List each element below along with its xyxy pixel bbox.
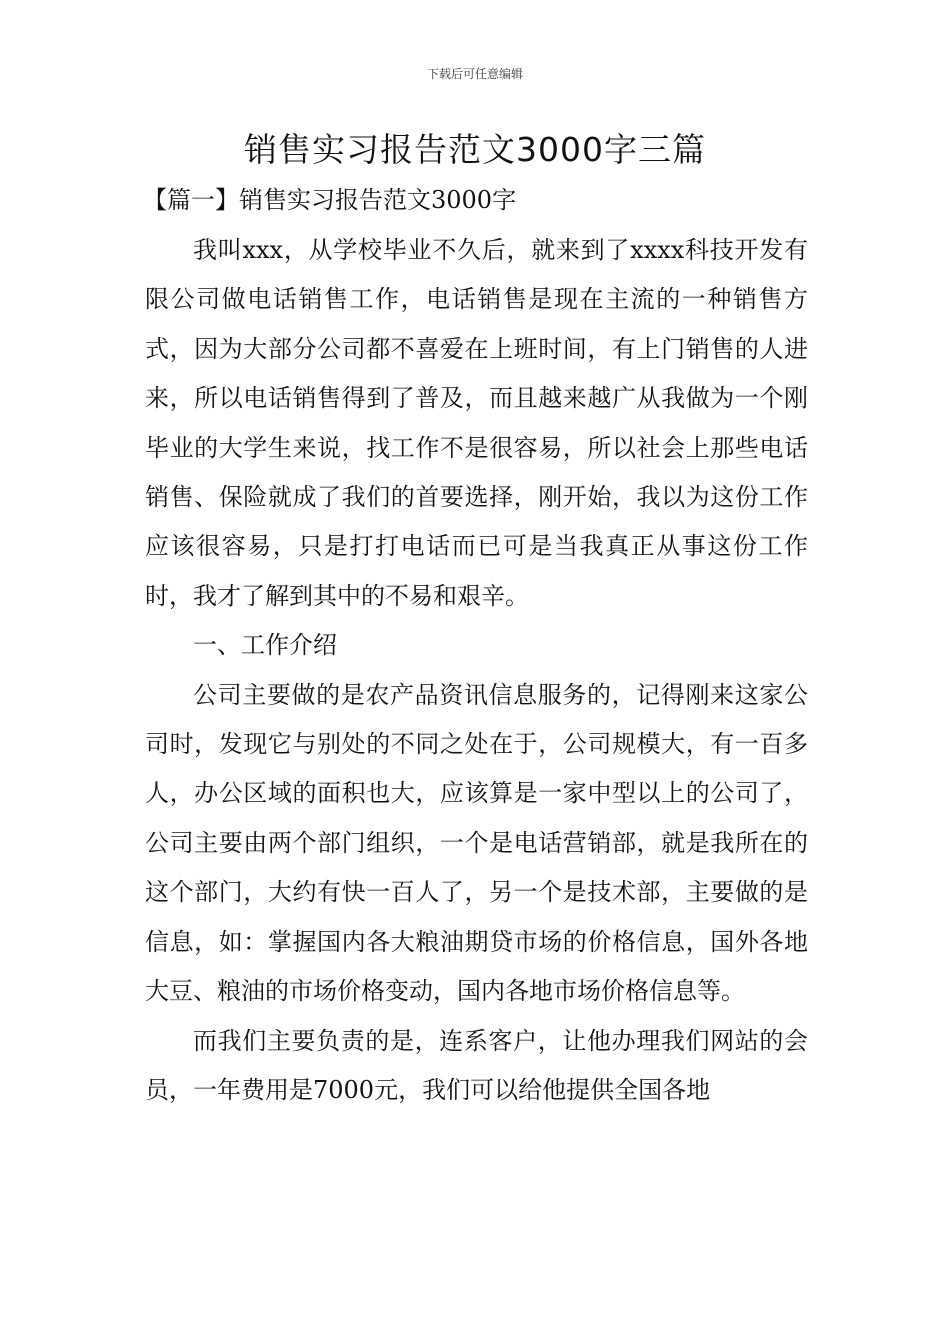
section-heading: 【篇一】销售实习报告范文3000字: [143, 186, 517, 214]
paragraph-company: 公司主要做的是农产品资讯信息服务的，记得刚来这家公司时，发现它与别处的不同之处在于，公司规模大，有一百多人，办公区域的面积也大，应该算是一家中型以上的公司了，公司主要由两个部门组织，一个是电话营销部，就是我所在的这个部门，大约有快一百人了，另一个是技术部，主要做的是信息，如：掌握国内各大粮油期贷市场的价格信息，国外各地大豆、粮油的市场价格变动，国内各地市场价格信息等。: [145, 680, 808, 1006]
document-body: [145, 226, 808, 1115]
document-title: 销售实习报告范文3000字三篇: [244, 130, 706, 169]
header-note: 下载后可任意编辑: [426, 67, 523, 81]
subheading-work-intro: 一、工作介绍: [193, 631, 337, 660]
paragraph-responsibility: 而我们主要负责的是，连系客户，让他办理我们网站的会员，一年费用是7000元，我们可以给他提供全国各地: [145, 1026, 808, 1104]
paragraph-intro: 我叫xxx，从学校毕业不久后，就来到了xxxx科技开发有限公司做电话销售工作，电话销售是现在主流的一种销售方式，因为大部分公司都不喜爱在上班时间，有上门销售的人进来，所以电话销售得到了普及，而且越来越广从我做为一个刚毕业的大学生来说，找工作不是很容易，所以社会上那些电话销售、保险就成了我们的首要选择，刚开始，我以为这份工作应该很容易，只是打打电话而已可是当我真正从事这份工作时，我才了解到其中的不易和艰辛。: [145, 236, 808, 610]
